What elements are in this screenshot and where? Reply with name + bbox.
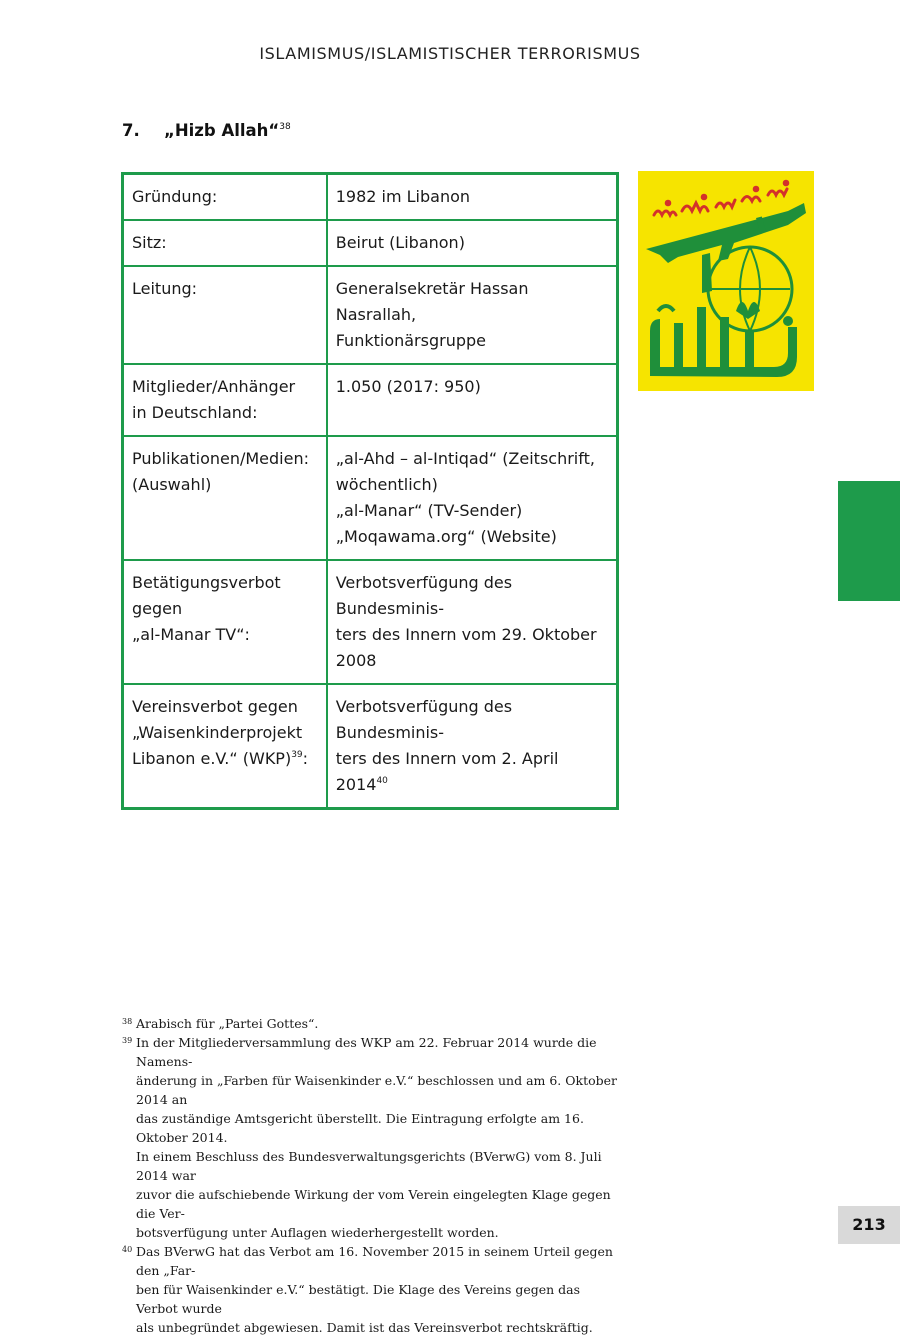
footnote-40: 40 Das BVerwG hat das Verbot am 16. November 2015 in seinem Urteil gegen den „Far- ben für Waisenkinder e.V.“ bestätigt. Die Klage des Vereins gegen das Verbot wurde als unbegründet abgewiesen. Damit ist das Vereinsverbot rechtskräftig. <box>122 1244 613 1335</box>
table-row <box>123 436 618 560</box>
section-footnote-ref: 38 <box>279 122 291 132</box>
row-label: Betätigungsverbot gegen „al-Manar TV“: <box>123 560 327 684</box>
section-number: 7. <box>122 121 140 140</box>
row-label: Vereinsverbot gegen „Waisenkinderprojekt Libanon e.V.“ (WKP)$^{39}$: <box>123 684 327 809</box>
footnote-39: 39 In der Mitgliederversammlung des WKP am 22. Februar 2014 wurde die Namens- änderung in „Farben für Waisenkinder e.V.“ beschlossen und am 6. Oktober 2014 an das zuständige Amtsgericht überstellt. Die Eintragung erfolgte am 16. Oktober 2014. In einem Beschluss des Bundesverwaltungsgerichts (BVerwG) vom 8. Juli 2014 war zuvor die aufschiebende Wirkung der vom Verein eingelegten Klage gegen die Ver- botsverfügung unter Auflagen wiederhergestellt worden. <box>122 1035 617 1240</box>
row-label: Gründung: <box>123 174 327 221</box>
row-label: Mitglieder/Anhänger in Deutschland: <box>123 364 327 436</box>
row-value: Beirut (Libanon) <box>327 220 618 266</box>
row-label: Sitz: <box>123 220 327 266</box>
footnotes <box>122 1014 622 1337</box>
row-label: Leitung: <box>123 266 327 364</box>
page-number: 213 <box>838 1206 900 1244</box>
table-row <box>123 220 618 266</box>
section-title: „Hizb Allah“ <box>164 121 280 140</box>
table-row <box>123 364 618 436</box>
row-value: 1982 im Libanon <box>327 174 618 221</box>
row-value: 1.050 (2017: 950) <box>327 364 618 436</box>
section-heading <box>122 121 291 140</box>
table-row <box>123 684 618 809</box>
row-label: Publikationen/Medien: (Auswahl) <box>123 436 327 560</box>
hizb-allah-flag-icon <box>638 171 814 391</box>
running-head: ISLAMISMUS/ISLAMISTISCHER TERRORISMUS <box>259 44 641 63</box>
row-value: Verbotsverfügung des Bundesminis- ters des Innern vom 2. April 2014$^{40}$ <box>327 684 618 809</box>
footnote-ref-39: 39 <box>291 750 303 760</box>
facts-table <box>121 172 619 810</box>
row-value: „al-Ahd – al-Intiqad“ (Zeitschrift, wöchentlich) „al-Manar“ (TV-Sender) „Moqawama.org“ (Website) <box>327 436 618 560</box>
table-row <box>123 266 618 364</box>
footnote-38: 38 Arabisch für „Partei Gottes“. <box>122 1016 319 1031</box>
row-value: Verbotsverfügung des Bundesminis- ters des Innern vom 29. Oktober 2008 <box>327 560 618 684</box>
chapter-tab <box>838 481 900 601</box>
table-row <box>123 560 618 684</box>
table-row <box>123 174 618 221</box>
footnote-ref-40: 40 <box>376 776 388 786</box>
row-value: Generalsekretär Hassan Nasrallah, Funktionärsgruppe <box>327 266 618 364</box>
